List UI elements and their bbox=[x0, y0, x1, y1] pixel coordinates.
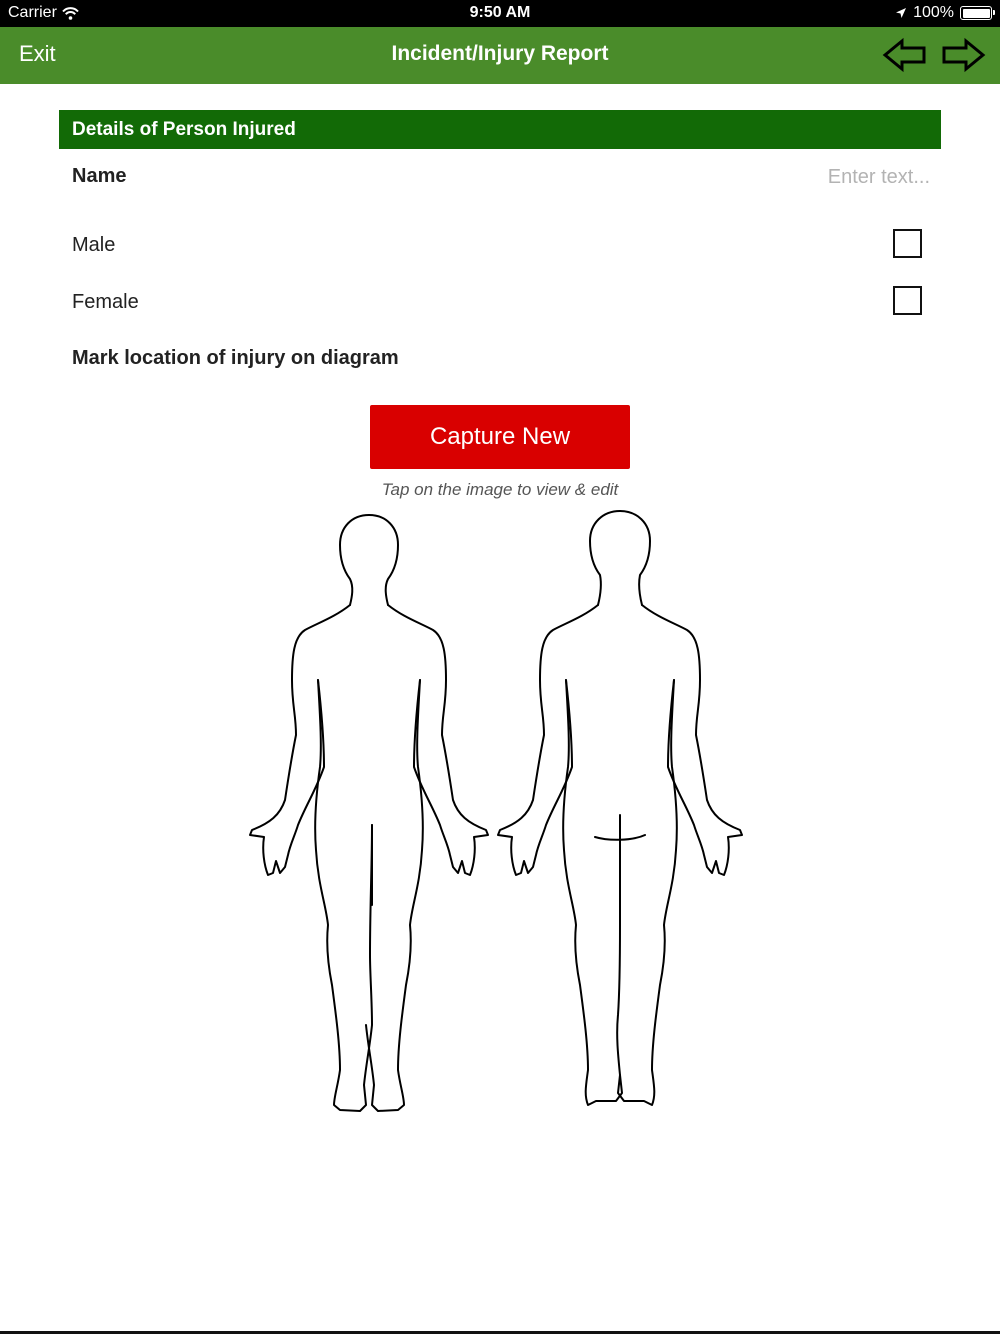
back-body-outline bbox=[498, 511, 742, 1105]
left-arrow-icon[interactable] bbox=[882, 37, 928, 73]
status-bar bbox=[0, 0, 1000, 27]
exit-button[interactable]: Exit bbox=[19, 41, 56, 66]
battery-fill bbox=[963, 9, 990, 18]
carrier-label: Carrier bbox=[8, 4, 57, 21]
male-checkbox[interactable] bbox=[893, 229, 922, 258]
name-input[interactable] bbox=[600, 162, 930, 192]
right-arrow-icon[interactable] bbox=[940, 37, 986, 73]
male-label: Male bbox=[72, 234, 116, 256]
page-title: Incident/Injury Report bbox=[391, 42, 609, 65]
body-diagram-image[interactable] bbox=[240, 505, 760, 1115]
navigation-bar bbox=[0, 27, 1000, 84]
section-header: Details of Person Injured bbox=[59, 110, 941, 149]
battery-icon bbox=[960, 6, 992, 20]
tap-hint-text: Tap on the image to view & edit bbox=[381, 480, 619, 499]
female-checkbox[interactable] bbox=[893, 286, 922, 315]
location-arrow-icon bbox=[895, 7, 907, 19]
capture-new-button[interactable]: Capture New bbox=[370, 405, 630, 469]
diagram-instruction-label: Mark location of injury on diagram bbox=[72, 347, 399, 369]
name-label: Name bbox=[72, 165, 127, 187]
female-label: Female bbox=[72, 291, 139, 313]
status-time: 9:50 AM bbox=[469, 4, 531, 21]
battery-percent: 100% bbox=[913, 4, 954, 21]
status-right-group bbox=[895, 4, 992, 22]
front-body-outline bbox=[250, 515, 488, 1111]
